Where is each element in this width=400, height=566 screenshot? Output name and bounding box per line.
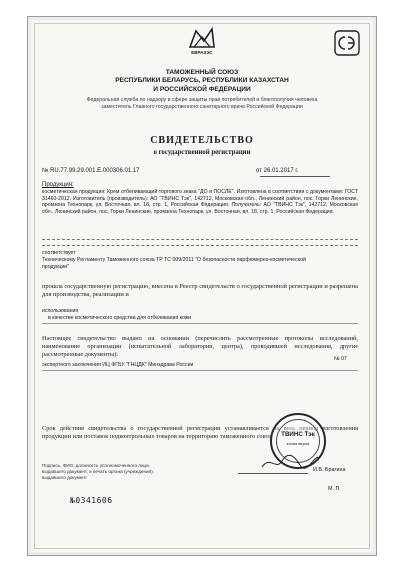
signatory-name: И.В. Брагина bbox=[313, 467, 346, 473]
signature-caption bbox=[42, 463, 192, 481]
agency-line-2: заместитель Главного государственного санитарного врача Российской Федерации bbox=[101, 103, 303, 110]
product-label: Продукция: bbox=[42, 182, 74, 188]
serial-number: №0341606 bbox=[70, 496, 113, 505]
passed-registration-text: прошла государственную регистрацию, внесена в Реестр свидетельств о государственной регистрации и разрешена для производства, реализации и bbox=[42, 283, 358, 299]
certificate-subtitle: о государственной регистрации bbox=[153, 149, 251, 156]
seal-place-mark: М. П. bbox=[328, 486, 341, 492]
use-label: использования bbox=[42, 308, 79, 314]
stamp-company: ТВИНС Тэк bbox=[281, 431, 315, 438]
certificate-title: СВИДЕТЕЛЬСТВО bbox=[150, 135, 254, 146]
union-line-2: РЕСПУБЛИКИ БЕЛАРУСЬ, РЕСПУБЛИКИ КАЗАХСТАН bbox=[115, 77, 289, 85]
conformity-label: соответствует bbox=[42, 250, 76, 256]
basis-detail-number: № 07 bbox=[334, 356, 347, 362]
basis-text: Настоящее свидетельство выдано на основании (перечислить рассмотренные протоколы исследований, наименование организации (испытательной лаборатории, центра), проводившей исследования, другие рассмотренные документы): bbox=[42, 335, 358, 359]
registration-date: 26.01.2017 г. bbox=[263, 168, 299, 174]
eurasec-logo-icon bbox=[184, 27, 220, 51]
conformity-text: Техническому Регламенту Таможенного союза ТР ТС 009/2011 "О безопасности парфюмерно-косметической продукции" bbox=[42, 257, 306, 270]
basis-detail: экспертного заключения ИЦ ФГБУ "ГНЦДК" Минздрава России bbox=[42, 362, 194, 368]
use-text: в качестве косметического средства для отбеливания кожи bbox=[48, 315, 192, 321]
conformity-mark-icon bbox=[334, 30, 360, 56]
eurasec-label: ЕВРАЗЭС bbox=[191, 50, 213, 55]
signature-caption-line-2: выдавшего документ, и печать органа (учреждения), bbox=[42, 469, 154, 474]
registration-date-block bbox=[256, 167, 356, 175]
union-title bbox=[48, 69, 356, 94]
stamp-sub: копия верна bbox=[286, 441, 310, 446]
product-text: косметическая продукция: Крем отбеливающий торгового знака "ДО и ПОСЛЕ". Изготовлена в соответствии с документами: ГОСТ 31460-2012. Изготовитель (производитель): АО "ТВИНС Тэк", 142712, Московская обл., Ленинский район, пос. Горки Ленинские, промзона Технопарк, ул. Восточная, вл. 18, стр. 1, Российская Федерация. Получатель: АО "ТВИНС Тэк", 142712, Московская обл., Ленинский район, пос. Горки Ленинские, промзона Технопарк, ул. Восточная, вл. 18, стр. 1, Российская Федерация. bbox=[42, 189, 358, 215]
signature-caption-line-1: Подпись, ФИО, должность уполномоченного лица, bbox=[42, 463, 151, 468]
registration-date-prefix: от bbox=[256, 168, 262, 174]
agency-block bbox=[42, 97, 362, 110]
registration-number: № RU.77.99.29.001.Е.000306.01.17 bbox=[42, 168, 140, 174]
signature-caption-line-3: выдавшего документ bbox=[42, 475, 87, 480]
agency-line-1: Федеральная служба по надзору в сфере защиты прав потребителей и благополучия человека bbox=[86, 97, 318, 103]
union-line-1: ТАМОЖЕННЫЙ СОЮЗ bbox=[165, 69, 239, 76]
validity-text: Срок действия свидетельства о государственной регистрации устанавливается на весь период изготовления продукции или поставок подконтрольных товаров на территорию таможенного союза bbox=[42, 425, 358, 441]
certificate-document bbox=[27, 16, 377, 556]
union-line-3: И РОССИЙСКОЙ ФЕДЕРАЦИИ bbox=[153, 85, 251, 93]
signature-scribble-icon bbox=[260, 453, 320, 471]
eurasec-emblem bbox=[184, 27, 220, 57]
